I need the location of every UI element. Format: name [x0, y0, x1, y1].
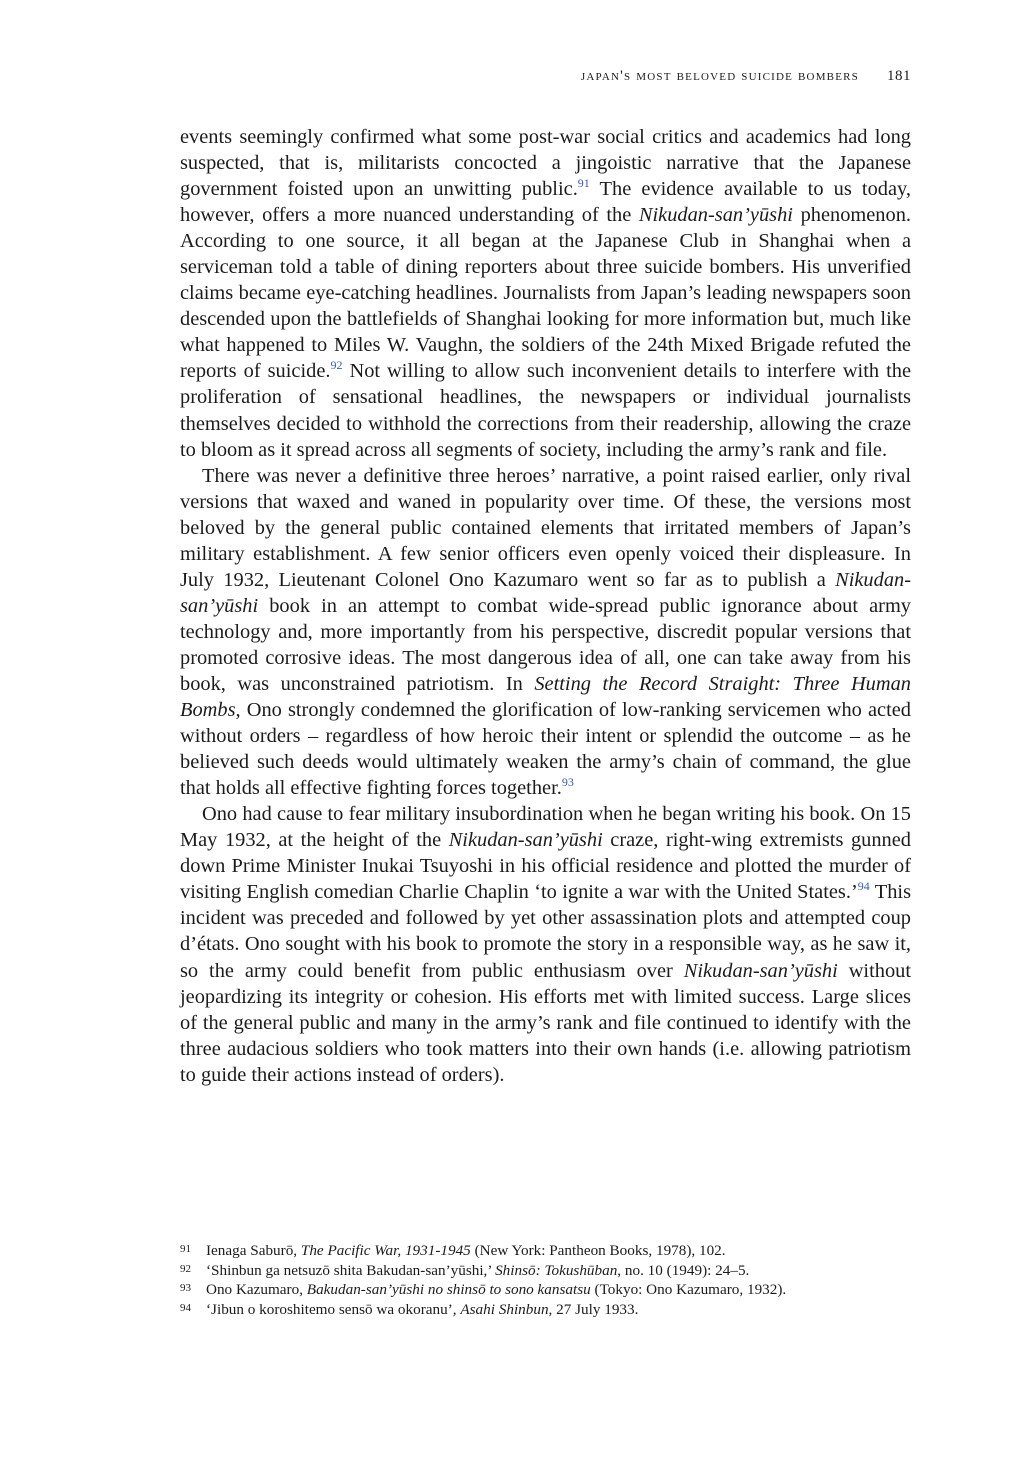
footnote-92: [180, 1261, 911, 1281]
italic-term: Nikudan-san’yūshi: [683, 959, 838, 982]
footnote-text-part: ‘Jibun o koroshitemo sensō wa okoranu’,: [206, 1300, 461, 1318]
paragraph-text: phenomenon. According to one source, it all began at the Japanese Club in Shanghai when a serviceman told a table of dining reporters about three suicide bombers. His unverified claims became eye-catching headlines. Journalists from Japan’s leading newspapers soon descended upon the battlefields of Shanghai looking for more information but, much like what happened to Miles W. Vaughn, the soldiers of the 24th Mixed Brigade refuted the reports of suicide.: [180, 204, 911, 383]
footnote-94: [180, 1300, 911, 1320]
footnote-number: 92: [180, 1262, 191, 1275]
footnotes: [180, 1241, 911, 1319]
footnote-ref-91[interactable]: 91: [577, 176, 590, 191]
footnote-text-part: ‘Shinbun ga netsuzō shita Bakudan-san’yūshi,’: [206, 1261, 496, 1279]
footnote-text: [206, 1300, 638, 1320]
footnote-text-part: Ono Kazumaro,: [206, 1281, 307, 1299]
paragraph-text: without jeopardizing its integrity or cohesion. His efforts met with limited success. Large slices of the general public and many in the army’s rank and file continued to identify with the three audacious soldiers who took matters into their own hands (i.e. allowing patriotism to guide their actions instead of orders).: [180, 959, 912, 1086]
footnote-italic: Shinsō: Tokushūban: [495, 1261, 618, 1279]
footnote-italic: Asahi Shinbun: [460, 1300, 549, 1318]
footnote-91: [180, 1241, 911, 1261]
footnote-text-part: , 27 July 1933.: [548, 1300, 639, 1318]
paragraph-text: Not willing to allow such inconvenient details to interfere with the proliferation of sensational headlines, the newspapers or individual journalists themselves decided to withhold the corrections from their readership, allowing the craze to bloom as it spread across all segments of society, including the army’s rank and file.: [180, 360, 911, 461]
footnote-number: 94: [180, 1301, 191, 1314]
paragraph-text: craze, right-wing extremists gunned down Prime Minister Inukai Tsuyoshi in his official residence and plotted the murder of visiting English comedian Charlie Chaplin ‘to ignite a war with the United States.’: [180, 829, 911, 904]
italic-term: Nikudan-san’yūshi: [448, 829, 603, 852]
footnote-ref-94[interactable]: 94: [857, 879, 870, 894]
paragraph-2: [180, 463, 911, 802]
footnote-number: 91: [180, 1243, 191, 1255]
footnote-93: [180, 1280, 911, 1300]
footnote-text-part: , no. 10 (1949): 24–5.: [617, 1261, 750, 1279]
body-text: [180, 124, 911, 1088]
italic-term: Nikudan-san’yūshi: [638, 204, 793, 227]
paragraph-3: [180, 801, 911, 1088]
running-head-title: japan's most beloved suicide bombers: [580, 68, 859, 84]
italic-term: Nikudan-san’yūshi: [180, 568, 911, 617]
paragraph-text: book in an attempt to combat wide-spread public ignorance about army technology and, more importantly from his perspective, discredit popular versions that promoted corrosive ideas. The most dangerous idea of all, one can take away from his book, was unconstrained patriotism. In: [180, 594, 911, 695]
footnote-number: 93: [180, 1282, 191, 1295]
footnote-text-part: (New York: Pantheon Books, 1978), 102.: [470, 1242, 726, 1259]
footnote-text-part: Ienaga Saburō,: [206, 1242, 301, 1259]
footnote-text: [206, 1261, 749, 1281]
page-number: 181: [887, 68, 911, 84]
footnote-italic: The Pacific War, 1931-1945: [300, 1242, 471, 1259]
footnote-ref-92[interactable]: 92: [330, 358, 343, 373]
paragraph-text: Ono strongly condemned the glorification of low-ranking servicemen who acted without orders – regardless of how heroic their intent or splendid the outcome – as he believed such deeds would ultimately weaken the army’s chain of command, the glue that holds all effective fighting forces together.: [180, 699, 911, 800]
footnote-italic: Bakudan-san’yūshi no shinsō to sono kansatsu: [306, 1281, 591, 1299]
italic-book-title: Setting the Record Straight: Three Human Bombs,: [180, 672, 911, 722]
footnote-text-part: (Tokyo: Ono Kazumaro, 1932).: [590, 1281, 787, 1299]
footnote-text: [206, 1280, 786, 1300]
paragraph-text: This incident was preceded and followed by yet other assassination plots and attempted coup d’états. Ono sought with his book to promote the story in a responsible way, as he saw it, so the army could benefit from public enthusiasm over: [180, 881, 912, 982]
paragraph-text: events seemingly confirmed what some post-war social critics and academics had long suspected, that is, militarists concocted a jingoistic narrative that the Japanese government foisted upon an unwitting public.: [180, 126, 911, 201]
footnote-ref-93[interactable]: 93: [561, 775, 574, 790]
paragraph-text: Ono had cause to fear military insubordination when he began writing his book. On 15 May 1932, at the height of the: [180, 803, 911, 852]
paragraph-1: [180, 124, 911, 463]
paragraph-text: The evidence available to us today, however, offers a more nuanced understanding of the: [180, 178, 911, 227]
running-head: [180, 68, 911, 85]
footnote-text: [206, 1241, 726, 1261]
paragraph-text: There was never a definitive three heroes’ narrative, a point raised earlier, only rival versions that waxed and waned in popularity over time. Of these, the versions most beloved by the general public contained elements that irritated members of Japan’s military establishment. A few senior officers even openly voiced their displeasure. In July 1932, Lieutenant Colonel Ono Kazumaro went so far as to publish a: [180, 464, 911, 591]
